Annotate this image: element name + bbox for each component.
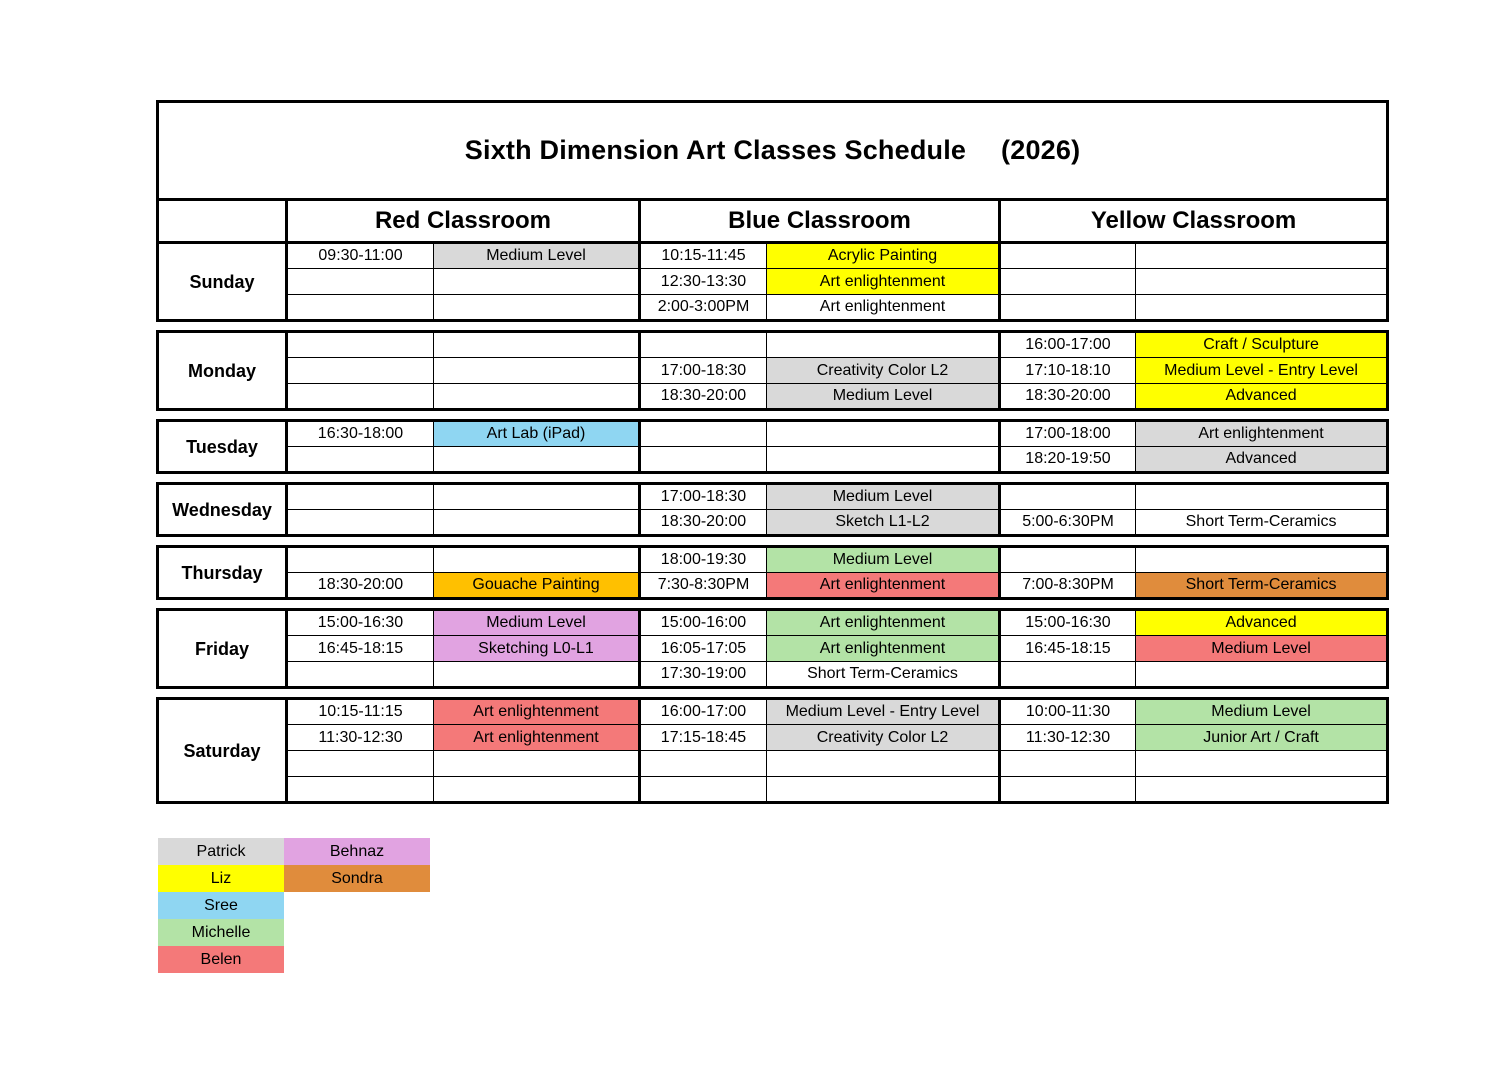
wednesday-blue-class: Medium Level xyxy=(767,484,1000,510)
wednesday-red-time xyxy=(287,510,434,536)
friday-red-class xyxy=(434,662,640,688)
saturday-yellow-class xyxy=(1136,777,1388,803)
day-label-sunday: Sunday xyxy=(158,243,287,321)
wednesday-red-class xyxy=(434,484,640,510)
wednesday-yellow-class: Short Term-Ceramics xyxy=(1136,510,1388,536)
legend-empty xyxy=(284,919,430,946)
monday-yellow-time: 18:30-20:00 xyxy=(1000,384,1136,410)
saturday-red-time: 10:15-11:15 xyxy=(287,699,434,725)
wednesday-yellow-time xyxy=(1000,484,1136,510)
tuesday-red-time xyxy=(287,447,434,473)
monday-blue-time xyxy=(640,332,767,358)
saturday-red-time xyxy=(287,777,434,803)
saturday-red-class xyxy=(434,777,640,803)
sunday-red-class xyxy=(434,295,640,321)
sunday-blue-time: 2:00-3:00PM xyxy=(640,295,767,321)
sunday-red-class xyxy=(434,269,640,295)
schedule-row-saturday xyxy=(158,725,1388,751)
tuesday-yellow-class: Art enlightenment xyxy=(1136,421,1388,447)
friday-red-time xyxy=(287,662,434,688)
sunday-yellow-class xyxy=(1136,295,1388,321)
saturday-yellow-time: 11:30-12:30 xyxy=(1000,725,1136,751)
thursday-yellow-time xyxy=(1000,547,1136,573)
schedule-row-saturday xyxy=(158,751,1388,777)
schedule-row-tuesday xyxy=(158,421,1388,447)
saturday-yellow-time: 10:00-11:30 xyxy=(1000,699,1136,725)
monday-yellow-time: 17:10-18:10 xyxy=(1000,358,1136,384)
legend-item-belen: Belen xyxy=(158,946,284,973)
schedule-row-wednesday xyxy=(158,510,1388,536)
schedule-row-friday xyxy=(158,662,1388,688)
day-label-friday: Friday xyxy=(158,610,287,688)
saturday-yellow-class xyxy=(1136,751,1388,777)
thursday-red-time: 18:30-20:00 xyxy=(287,573,434,599)
wednesday-red-time xyxy=(287,484,434,510)
schedule-row-saturday xyxy=(158,699,1388,725)
monday-yellow-class: Craft / Sculpture xyxy=(1136,332,1388,358)
legend-empty xyxy=(284,892,430,919)
schedule-row-saturday xyxy=(158,777,1388,803)
day-label-wednesday: Wednesday xyxy=(158,484,287,536)
monday-blue-time: 18:30-20:00 xyxy=(640,384,767,410)
schedule-row-sunday xyxy=(158,269,1388,295)
saturday-red-time: 11:30-12:30 xyxy=(287,725,434,751)
instructor-legend xyxy=(158,838,430,973)
friday-red-class: Sketching L0-L1 xyxy=(434,636,640,662)
tuesday-blue-class xyxy=(767,421,1000,447)
monday-yellow-class: Medium Level - Entry Level xyxy=(1136,358,1388,384)
monday-blue-time: 17:00-18:30 xyxy=(640,358,767,384)
thursday-red-time xyxy=(287,547,434,573)
monday-red-time xyxy=(287,384,434,410)
monday-blue-class xyxy=(767,332,1000,358)
thursday-blue-time: 18:00-19:30 xyxy=(640,547,767,573)
sunday-red-time xyxy=(287,269,434,295)
wednesday-red-class xyxy=(434,510,640,536)
sunday-blue-class: Acrylic Painting xyxy=(767,243,1000,269)
monday-yellow-time: 16:00-17:00 xyxy=(1000,332,1136,358)
saturday-yellow-time xyxy=(1000,777,1136,803)
thursday-red-class xyxy=(434,547,640,573)
monday-blue-class: Creativity Color L2 xyxy=(767,358,1000,384)
schedule-row-tuesday xyxy=(158,447,1388,473)
friday-red-time: 16:45-18:15 xyxy=(287,636,434,662)
tuesday-blue-time xyxy=(640,421,767,447)
legend-item-liz: Liz xyxy=(158,865,284,892)
sunday-blue-class: Art enlightenment xyxy=(767,295,1000,321)
sunday-yellow-time xyxy=(1000,269,1136,295)
friday-red-time: 15:00-16:30 xyxy=(287,610,434,636)
friday-yellow-time: 16:45-18:15 xyxy=(1000,636,1136,662)
schedule-row-sunday xyxy=(158,295,1388,321)
tuesday-blue-class xyxy=(767,447,1000,473)
saturday-blue-time xyxy=(640,751,767,777)
day-label-thursday: Thursday xyxy=(158,547,287,599)
monday-red-time xyxy=(287,332,434,358)
sunday-red-time xyxy=(287,295,434,321)
tuesday-red-class: Art Lab (iPad) xyxy=(434,421,640,447)
monday-blue-class: Medium Level xyxy=(767,384,1000,410)
room-header-red: Red Classroom xyxy=(287,200,640,243)
sunday-yellow-time xyxy=(1000,243,1136,269)
saturday-yellow-time xyxy=(1000,751,1136,777)
friday-yellow-class xyxy=(1136,662,1388,688)
saturday-red-class: Art enlightenment xyxy=(434,699,640,725)
schedule-row-monday xyxy=(158,332,1388,358)
saturday-red-time xyxy=(287,751,434,777)
tuesday-blue-time xyxy=(640,447,767,473)
sunday-yellow-class xyxy=(1136,243,1388,269)
schedule-body xyxy=(158,243,1388,803)
friday-blue-class: Art enlightenment xyxy=(767,636,1000,662)
wednesday-yellow-class xyxy=(1136,484,1388,510)
day-label-tuesday: Tuesday xyxy=(158,421,287,473)
saturday-blue-time xyxy=(640,777,767,803)
day-label-monday: Monday xyxy=(158,332,287,410)
saturday-blue-class xyxy=(767,777,1000,803)
schedule-row-friday xyxy=(158,636,1388,662)
legend-item-michelle: Michelle xyxy=(158,919,284,946)
wednesday-yellow-time: 5:00-6:30PM xyxy=(1000,510,1136,536)
thursday-red-class: Gouache Painting xyxy=(434,573,640,599)
friday-yellow-class: Advanced xyxy=(1136,610,1388,636)
header-corner xyxy=(158,200,287,243)
tuesday-red-class xyxy=(434,447,640,473)
wednesday-blue-time: 18:30-20:00 xyxy=(640,510,767,536)
schedule-table xyxy=(156,100,1389,804)
monday-red-time xyxy=(287,358,434,384)
sunday-blue-time: 12:30-13:30 xyxy=(640,269,767,295)
saturday-blue-class xyxy=(767,751,1000,777)
monday-red-class xyxy=(434,384,640,410)
friday-yellow-class: Medium Level xyxy=(1136,636,1388,662)
friday-blue-time: 17:30-19:00 xyxy=(640,662,767,688)
saturday-red-class xyxy=(434,751,640,777)
room-header-yellow: Yellow Classroom xyxy=(1000,200,1388,243)
schedule-row-thursday xyxy=(158,547,1388,573)
saturday-red-class: Art enlightenment xyxy=(434,725,640,751)
friday-blue-class: Art enlightenment xyxy=(767,610,1000,636)
legend-item-patrick: Patrick xyxy=(158,838,284,865)
tuesday-yellow-time: 17:00-18:00 xyxy=(1000,421,1136,447)
tuesday-yellow-class: Advanced xyxy=(1136,447,1388,473)
friday-blue-time: 16:05-17:05 xyxy=(640,636,767,662)
wednesday-blue-class: Sketch L1-L2 xyxy=(767,510,1000,536)
sunday-red-class: Medium Level xyxy=(434,243,640,269)
schedule-row-sunday xyxy=(158,243,1388,269)
sunday-blue-class: Art enlightenment xyxy=(767,269,1000,295)
monday-red-class xyxy=(434,358,640,384)
tuesday-yellow-time: 18:20-19:50 xyxy=(1000,447,1136,473)
day-label-saturday: Saturday xyxy=(158,699,287,803)
schedule-row-thursday xyxy=(158,573,1388,599)
saturday-blue-class: Medium Level - Entry Level xyxy=(767,699,1000,725)
sunday-yellow-time xyxy=(1000,295,1136,321)
thursday-blue-class: Art enlightenment xyxy=(767,573,1000,599)
saturday-blue-class: Creativity Color L2 xyxy=(767,725,1000,751)
saturday-blue-time: 16:00-17:00 xyxy=(640,699,767,725)
legend-item-behnaz: Behnaz xyxy=(284,838,430,865)
saturday-yellow-class: Medium Level xyxy=(1136,699,1388,725)
thursday-yellow-class xyxy=(1136,547,1388,573)
thursday-yellow-time: 7:00-8:30PM xyxy=(1000,573,1136,599)
room-header-blue: Blue Classroom xyxy=(640,200,1000,243)
thursday-yellow-class: Short Term-Ceramics xyxy=(1136,573,1388,599)
legend-item-sree: Sree xyxy=(158,892,284,919)
sunday-yellow-class xyxy=(1136,269,1388,295)
sunday-red-time: 09:30-11:00 xyxy=(287,243,434,269)
schedule-row-friday xyxy=(158,610,1388,636)
saturday-yellow-class: Junior Art / Craft xyxy=(1136,725,1388,751)
friday-red-class: Medium Level xyxy=(434,610,640,636)
sunday-blue-time: 10:15-11:45 xyxy=(640,243,767,269)
monday-red-class xyxy=(434,332,640,358)
thursday-blue-class: Medium Level xyxy=(767,547,1000,573)
saturday-blue-time: 17:15-18:45 xyxy=(640,725,767,751)
thursday-blue-time: 7:30-8:30PM xyxy=(640,573,767,599)
friday-yellow-time: 15:00-16:30 xyxy=(1000,610,1136,636)
friday-blue-time: 15:00-16:00 xyxy=(640,610,767,636)
wednesday-blue-time: 17:00-18:30 xyxy=(640,484,767,510)
schedule-title: Sixth Dimension Art Classes Schedule (2026) xyxy=(158,102,1388,200)
legend-empty xyxy=(284,946,430,973)
friday-blue-class: Short Term-Ceramics xyxy=(767,662,1000,688)
tuesday-red-time: 16:30-18:00 xyxy=(287,421,434,447)
schedule-row-monday xyxy=(158,358,1388,384)
schedule-row-wednesday xyxy=(158,484,1388,510)
schedule-row-monday xyxy=(158,384,1388,410)
friday-yellow-time xyxy=(1000,662,1136,688)
monday-yellow-class: Advanced xyxy=(1136,384,1388,410)
legend-item-sondra: Sondra xyxy=(284,865,430,892)
